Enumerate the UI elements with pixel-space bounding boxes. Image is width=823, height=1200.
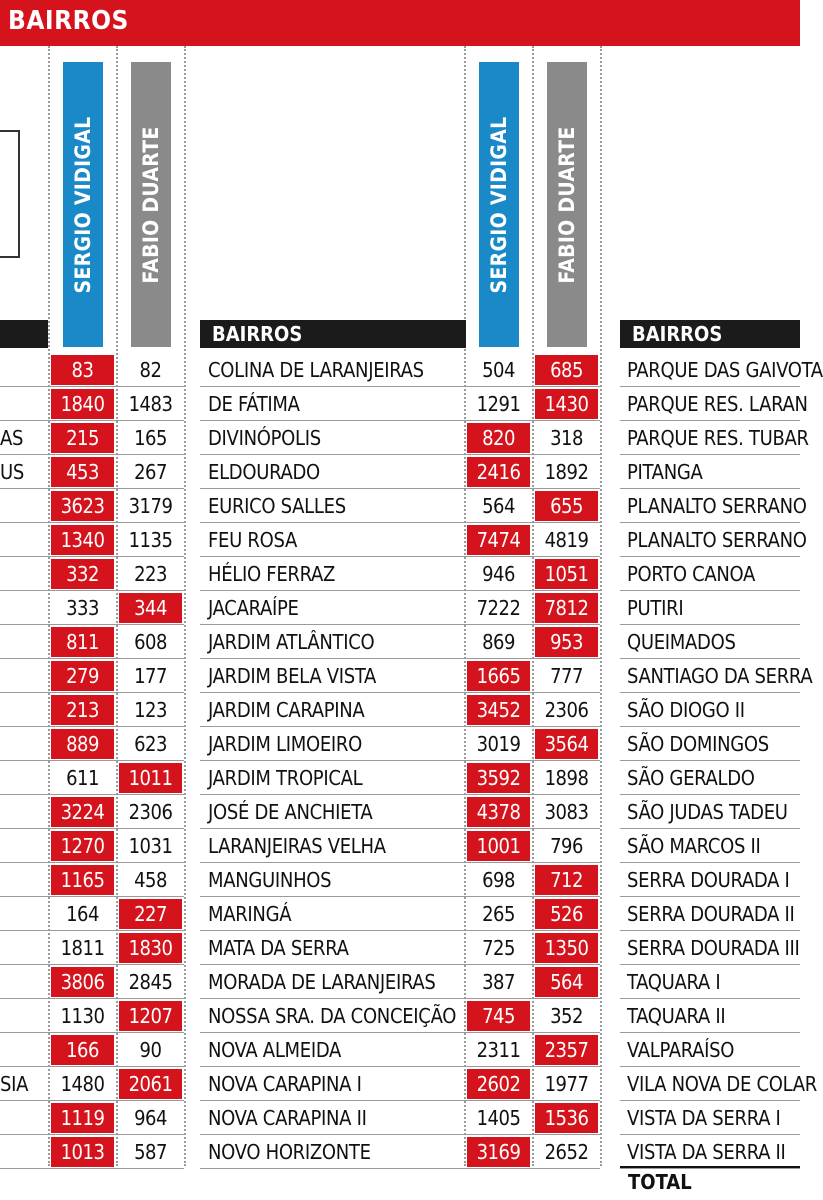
duarte-votes: 953 xyxy=(535,627,598,657)
duarte-votes: 2061 xyxy=(119,1069,182,1099)
vidigal-votes: 1165 xyxy=(51,865,114,895)
table-row xyxy=(200,659,600,693)
table-row xyxy=(200,387,600,421)
duarte-votes: 1977 xyxy=(544,1072,589,1096)
duarte-votes: 7812 xyxy=(535,593,598,623)
table-row xyxy=(200,1101,600,1135)
vidigal-votes: 3452 xyxy=(467,695,530,725)
vidigal-votes: 1013 xyxy=(51,1137,114,1167)
neighborhood-name xyxy=(0,557,46,591)
neighborhood-name: SÃO MARCOS II xyxy=(627,834,761,858)
vidigal-votes: 1840 xyxy=(51,389,114,419)
duarte-votes: 777 xyxy=(550,664,583,688)
vidigal-votes: 3169 xyxy=(467,1137,530,1167)
vidigal-votes: 725 xyxy=(482,936,515,960)
neighborhood-name: ELDOURADO xyxy=(208,460,320,484)
duarte-votes: 712 xyxy=(535,865,598,895)
neighborhood-name: QUEIMADOS xyxy=(627,630,736,654)
duarte-votes: 655 xyxy=(535,491,598,521)
duarte-votes: 623 xyxy=(134,732,167,756)
table-row xyxy=(620,931,800,965)
neighborhood-name xyxy=(0,829,46,863)
vidigal-votes: 453 xyxy=(51,457,114,487)
neighborhood-name: JARDIM TROPICAL xyxy=(208,766,363,790)
neighborhood-name: NOVO HORIZONTE xyxy=(208,1140,371,1164)
table-row xyxy=(0,625,184,659)
neighborhood-name xyxy=(0,387,46,421)
table-row xyxy=(0,659,184,693)
neighborhood-name: EURICO SALLES xyxy=(208,494,346,518)
duarte-votes: 587 xyxy=(134,1140,167,1164)
neighborhood-name: TAQUARA II xyxy=(627,1004,726,1028)
neighborhood-name: DIVINÓPOLIS xyxy=(208,426,321,450)
duarte-votes: 1350 xyxy=(535,933,598,963)
neighborhood-name xyxy=(0,761,46,795)
neighborhood-name xyxy=(0,625,46,659)
table-row xyxy=(0,489,184,523)
vidigal-votes: 215 xyxy=(51,423,114,453)
vidigal-votes: 1405 xyxy=(476,1106,521,1130)
vidigal-votes: 279 xyxy=(51,661,114,691)
neighborhood-name: MARINGÁ xyxy=(208,902,292,926)
neighborhood-name: PLANALTO SERRANO xyxy=(627,528,807,552)
vidigal-votes: 3592 xyxy=(467,763,530,793)
table-row xyxy=(0,1135,184,1169)
table-row xyxy=(620,965,800,999)
table-row xyxy=(0,1067,184,1101)
duarte-votes: 1031 xyxy=(128,834,173,858)
neighborhood-name: FEU ROSA xyxy=(208,528,297,552)
duarte-votes: 267 xyxy=(134,460,167,484)
table-row xyxy=(200,931,600,965)
duarte-votes: 2845 xyxy=(128,970,173,994)
vidigal-votes: 166 xyxy=(51,1035,114,1065)
vidigal-votes: 3623 xyxy=(51,491,114,521)
duarte-votes: 2306 xyxy=(544,698,589,722)
table-row xyxy=(620,591,800,625)
vidigal-votes: 1001 xyxy=(467,831,530,861)
neighborhood-name: SÃO GERALDO xyxy=(627,766,755,790)
vidigal-votes: 213 xyxy=(51,695,114,725)
neighborhood-name: SERRA DOURADA II xyxy=(627,902,795,926)
neighborhood-name: NOVA CARAPINA I xyxy=(208,1072,362,1096)
table-row xyxy=(0,863,184,897)
table-row xyxy=(0,761,184,795)
neighborhood-name: SÃO DIOGO II xyxy=(627,698,745,722)
vidigal-votes: 1480 xyxy=(60,1072,105,1096)
table-row xyxy=(0,387,184,421)
table-row xyxy=(0,931,184,965)
vidigal-votes: 564 xyxy=(482,494,515,518)
neighborhood-name: VISTA DA SERRA II xyxy=(627,1140,786,1164)
duarte-votes: 1898 xyxy=(544,766,589,790)
vidigal-votes: 333 xyxy=(66,596,99,620)
neighborhood-name xyxy=(0,1101,46,1135)
neighborhood-name: PUTIRI xyxy=(627,596,684,620)
vidigal-votes: 1291 xyxy=(476,392,521,416)
table-row xyxy=(200,795,600,829)
table-row xyxy=(620,999,800,1033)
table-row xyxy=(620,421,809,455)
duarte-votes: 1207 xyxy=(119,1001,182,1031)
table-row xyxy=(0,523,184,557)
duarte-votes: 964 xyxy=(134,1106,167,1130)
neighborhood-name: SANTIAGO DA SERRA xyxy=(627,664,813,688)
neighborhood-name: JARDIM CARAPINA xyxy=(208,698,365,722)
neighborhood-name: COLINA DE LARANJEIRAS xyxy=(208,358,424,382)
table-row xyxy=(620,455,800,489)
candidate-a-label: SERGIO VIDIGAL xyxy=(71,116,95,293)
neighborhood-name xyxy=(0,727,46,761)
duarte-votes: 318 xyxy=(550,426,583,450)
table-row xyxy=(200,693,600,727)
table-row xyxy=(0,421,184,455)
vidigal-votes: 3806 xyxy=(51,967,114,997)
table-row xyxy=(0,591,184,625)
duarte-votes: 1892 xyxy=(544,460,589,484)
neighborhood-name xyxy=(0,1135,46,1169)
candidate-a-header-left xyxy=(63,62,103,347)
neighborhood-name: LARANJEIRAS VELHA xyxy=(208,834,386,858)
candidate-b-label: FABIO DUARTE xyxy=(555,125,579,284)
duarte-votes: 165 xyxy=(134,426,167,450)
candidate-b-header-left xyxy=(131,62,171,347)
neighborhood-name: PITANGA xyxy=(627,460,703,484)
duarte-votes: 90 xyxy=(139,1038,162,1062)
table-row xyxy=(200,1067,600,1101)
duarte-votes: 1536 xyxy=(535,1103,598,1133)
vidigal-votes: 745 xyxy=(467,1001,530,1031)
neighborhood-name xyxy=(0,897,46,931)
duarte-votes: 3564 xyxy=(535,729,598,759)
total-label: TOTAL xyxy=(628,1170,692,1194)
table-row xyxy=(620,1101,800,1135)
neighborhood-name: JARDIM LIMOEIRO xyxy=(208,732,362,756)
neighborhood-name xyxy=(0,965,46,999)
neighborhood-name: PARQUE DAS GAIVOTA xyxy=(627,358,823,382)
table-row xyxy=(620,795,800,829)
neighborhood-name xyxy=(0,795,46,829)
duarte-votes: 123 xyxy=(134,698,167,722)
table-row xyxy=(200,863,600,897)
table-row xyxy=(620,829,800,863)
neighborhood-name xyxy=(0,999,46,1033)
page-title: BAIRROS xyxy=(8,6,129,36)
duarte-votes: 227 xyxy=(119,899,182,929)
table-row xyxy=(620,693,800,727)
neighborhood-name: NOVA ALMEIDA xyxy=(208,1038,342,1062)
neighborhood-name: DE FÁTIMA xyxy=(208,392,300,416)
table-row xyxy=(0,1101,184,1135)
neighborhood-name: SÃO JUDAS TADEU xyxy=(627,800,788,824)
duarte-votes: 1430 xyxy=(535,389,598,419)
neighborhood-name: SERRA DOURADA I xyxy=(627,868,790,892)
table-row xyxy=(200,727,600,761)
duarte-votes: 1011 xyxy=(119,763,182,793)
duarte-votes: 526 xyxy=(535,899,598,929)
vidigal-votes: 3224 xyxy=(51,797,114,827)
neighborhood-name xyxy=(0,489,46,523)
table-row xyxy=(200,557,600,591)
table-row xyxy=(0,727,184,761)
duarte-votes: 3083 xyxy=(544,800,589,824)
vidigal-votes: 1119 xyxy=(51,1103,114,1133)
table-row xyxy=(0,693,184,727)
table-row xyxy=(200,489,600,523)
table-row xyxy=(620,387,808,421)
neighborhood-name: NOVA CARAPINA II xyxy=(208,1106,367,1130)
neighborhood-name: SIA xyxy=(0,1072,29,1096)
decorative-frame xyxy=(0,130,20,258)
table-row xyxy=(620,489,807,523)
vidigal-votes: 265 xyxy=(482,902,515,926)
vidigal-votes: 164 xyxy=(66,902,99,926)
table-row xyxy=(620,625,800,659)
duarte-votes: 2652 xyxy=(544,1140,589,1164)
table-row xyxy=(200,999,600,1033)
neighborhood-name xyxy=(0,931,46,965)
vidigal-votes: 83 xyxy=(51,355,114,385)
table-row xyxy=(0,1033,184,1067)
total-divider xyxy=(620,1166,800,1168)
neighborhood-name: JARDIM ATLÂNTICO xyxy=(208,630,375,654)
duarte-votes: 1135 xyxy=(128,528,173,552)
table-row xyxy=(620,1067,817,1101)
vidigal-votes: 387 xyxy=(482,970,515,994)
neighborhood-name: PORTO CANOA xyxy=(627,562,756,586)
table-row xyxy=(620,727,800,761)
vidigal-votes: 332 xyxy=(51,559,114,589)
table-row xyxy=(200,1033,600,1067)
table-row xyxy=(0,897,184,931)
table-row xyxy=(0,557,184,591)
neighborhood-name: JACARAÍPE xyxy=(208,596,299,620)
top-header-bar xyxy=(0,0,800,46)
bairros-header-right xyxy=(620,320,800,348)
neighborhood-name: MATA DA SERRA xyxy=(208,936,349,960)
bairros-header-label: BAIRROS xyxy=(632,322,723,346)
column-divider xyxy=(184,46,186,1166)
neighborhood-name: SERRA DOURADA III xyxy=(627,936,800,960)
vidigal-votes: 7474 xyxy=(467,525,530,555)
vidigal-votes: 4378 xyxy=(467,797,530,827)
table-row xyxy=(620,659,813,693)
vidigal-votes: 2311 xyxy=(476,1038,521,1062)
neighborhood-name xyxy=(0,863,46,897)
duarte-votes: 458 xyxy=(134,868,167,892)
vidigal-votes: 2416 xyxy=(467,457,530,487)
table-row xyxy=(620,557,800,591)
vidigal-votes: 869 xyxy=(482,630,515,654)
neighborhood-name xyxy=(0,591,46,625)
table-row xyxy=(620,1135,800,1169)
vidigal-votes: 7222 xyxy=(476,596,521,620)
duarte-votes: 4819 xyxy=(544,528,589,552)
table-row xyxy=(200,421,600,455)
duarte-votes: 1051 xyxy=(535,559,598,589)
vidigal-votes: 946 xyxy=(482,562,515,586)
neighborhood-name: MORADA DE LARANJEIRAS xyxy=(208,970,436,994)
vidigal-votes: 3019 xyxy=(476,732,521,756)
table-row xyxy=(200,829,600,863)
table-row xyxy=(620,897,800,931)
duarte-votes: 223 xyxy=(134,562,167,586)
neighborhood-name: JARDIM BELA VISTA xyxy=(208,664,377,688)
table-row xyxy=(620,523,807,557)
bairros-header-middle xyxy=(200,320,466,348)
neighborhood-name: TAQUARA I xyxy=(627,970,721,994)
table-row xyxy=(200,523,600,557)
duarte-votes: 82 xyxy=(139,358,162,382)
duarte-votes: 344 xyxy=(119,593,182,623)
neighborhood-name: MANGUINHOS xyxy=(208,868,332,892)
vidigal-votes: 1665 xyxy=(467,661,530,691)
duarte-votes: 177 xyxy=(134,664,167,688)
vidigal-votes: 811 xyxy=(51,627,114,657)
vidigal-votes: 611 xyxy=(66,766,99,790)
table-row xyxy=(200,625,600,659)
duarte-votes: 2357 xyxy=(535,1035,598,1065)
neighborhood-name: VILA NOVA DE COLAR xyxy=(627,1072,817,1096)
vidigal-votes: 820 xyxy=(467,423,530,453)
vidigal-votes: 1270 xyxy=(51,831,114,861)
table-row xyxy=(620,353,823,387)
duarte-votes: 1830 xyxy=(119,933,182,963)
table-row xyxy=(0,965,184,999)
duarte-votes: 685 xyxy=(535,355,598,385)
neighborhood-name: US xyxy=(0,460,24,484)
table-row xyxy=(200,761,600,795)
table-row xyxy=(620,761,800,795)
table-row xyxy=(0,999,184,1033)
neighborhood-name: NOSSA SRA. DA CONCEIÇÃO xyxy=(208,1004,457,1028)
bairros-header-label: BAIRROS xyxy=(212,322,303,346)
table-row xyxy=(0,829,184,863)
neighborhood-name xyxy=(0,523,46,557)
neighborhood-name: PARQUE RES. LARAN xyxy=(627,392,808,416)
neighborhood-name xyxy=(0,693,46,727)
column-divider xyxy=(600,46,602,1166)
table-row xyxy=(620,1033,800,1067)
neighborhood-name xyxy=(0,659,46,693)
neighborhood-name: HÉLIO FERRAZ xyxy=(208,562,336,586)
table-row xyxy=(0,795,184,829)
vidigal-votes: 1811 xyxy=(60,936,105,960)
vidigal-votes: 1340 xyxy=(51,525,114,555)
duarte-votes: 3179 xyxy=(128,494,173,518)
neighborhood-name: VISTA DA SERRA I xyxy=(627,1106,781,1130)
candidate-a-header-middle xyxy=(479,62,519,347)
neighborhood-name: JOSÉ DE ANCHIETA xyxy=(208,800,373,824)
duarte-votes: 796 xyxy=(550,834,583,858)
neighborhood-name: SÃO DOMINGOS xyxy=(627,732,769,756)
table-row xyxy=(0,455,184,489)
duarte-votes: 352 xyxy=(550,1004,583,1028)
candidate-a-label: SERGIO VIDIGAL xyxy=(487,116,511,293)
candidate-b-header-middle xyxy=(547,62,587,347)
candidate-b-label: FABIO DUARTE xyxy=(139,125,163,284)
duarte-votes: 608 xyxy=(134,630,167,654)
duarte-votes: 1483 xyxy=(128,392,173,416)
neighborhood-name: PARQUE RES. TUBAR xyxy=(627,426,809,450)
vidigal-votes: 504 xyxy=(482,358,515,382)
table-row xyxy=(200,455,600,489)
neighborhood-name: AS xyxy=(0,426,24,450)
neighborhood-name: VALPARAÍSO xyxy=(627,1038,735,1062)
neighborhood-name xyxy=(0,353,46,387)
vidigal-votes: 889 xyxy=(51,729,114,759)
vidigal-votes: 698 xyxy=(482,868,515,892)
table-row xyxy=(0,353,184,387)
table-row xyxy=(200,591,600,625)
table-row xyxy=(200,1135,600,1169)
neighborhood-name: PLANALTO SERRANO xyxy=(627,494,807,518)
table-row xyxy=(200,353,600,387)
duarte-votes: 564 xyxy=(535,967,598,997)
bairros-header-left xyxy=(0,320,48,348)
vidigal-votes: 2602 xyxy=(467,1069,530,1099)
table-row xyxy=(200,897,600,931)
duarte-votes: 2306 xyxy=(128,800,173,824)
neighborhood-name xyxy=(0,1033,46,1067)
table-row xyxy=(200,965,600,999)
vidigal-votes: 1130 xyxy=(60,1004,105,1028)
table-row xyxy=(620,863,800,897)
